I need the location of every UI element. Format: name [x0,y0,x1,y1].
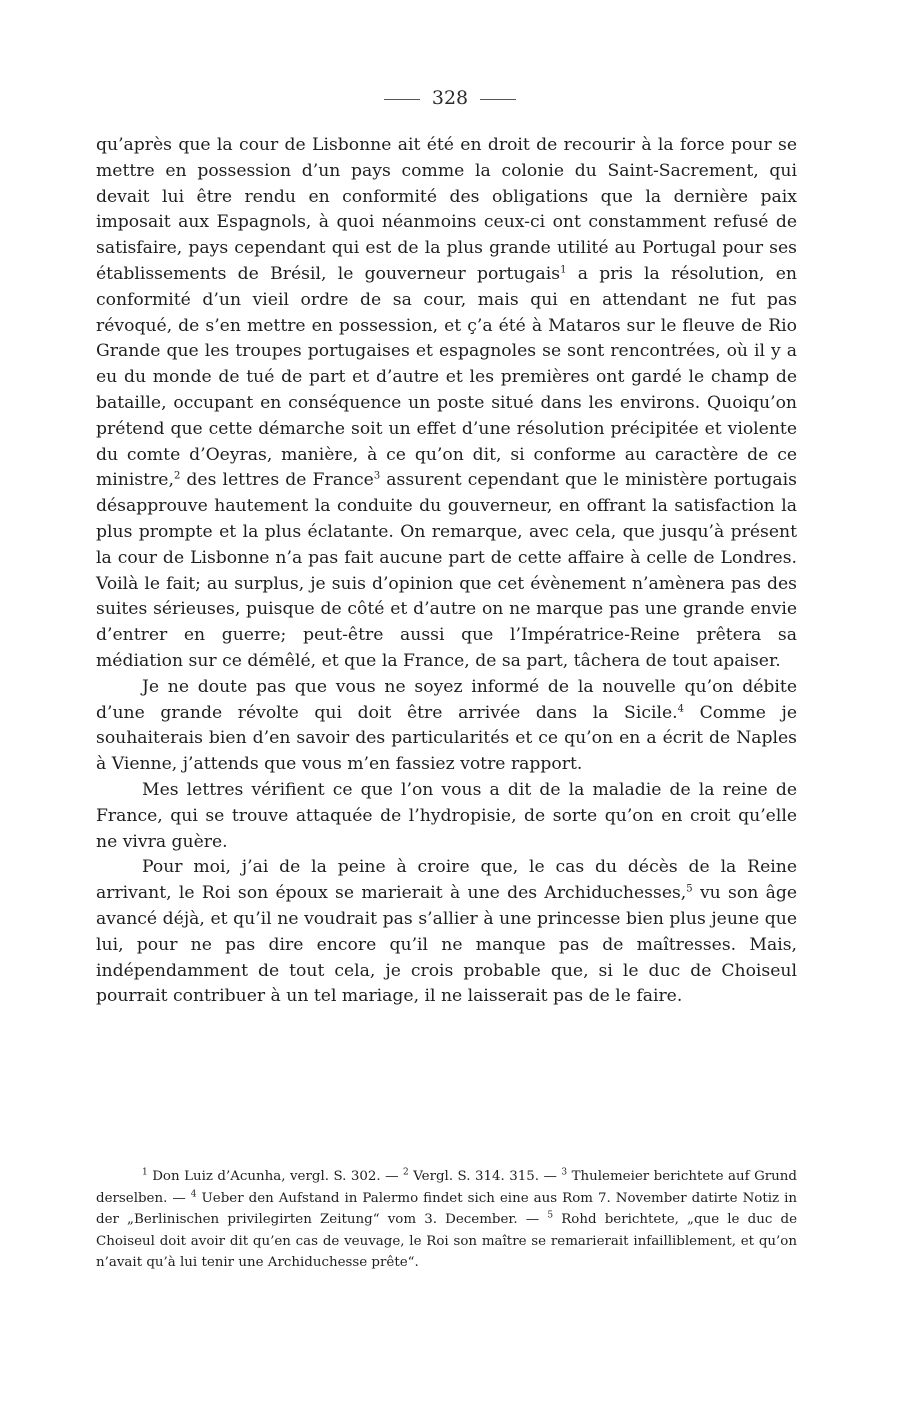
footnote-ref-3: 3 [373,470,381,482]
paragraph-text: assurent cependant que le ministère portugais désapprouve hautement la conduite du gouverneur, en offrant la satisfaction la plus prompte et la plus éclatante. On remarque, avec cela, que jusqu’à présent la cour de Lisbonne n’a pas fait aucune part de cette affaire à celle de Londres. Voilà le fait; au surplus, je suis d’opinion que cet évènement n’amènera pas des suites sérieuses, puisque de côté et d’autre on ne marque pas une grande envie d’entrer en guerre; peut-être aussi que l’Impératrice-Reine prêtera sa médiation sur ce démêlé, et que la France, de sa part, tâchera de tout apaiser. [96,470,797,671]
paragraph-text: des lettres de France [180,470,374,491]
footnote-text-5: Rohd berichtete, „que le duc de Choiseul doit avoir dit qu’en cas de veuvage, le Roi son maître se remarierait infailliblement, et qu’on n’avait qu’à lui tenir une Archiduchesse prête“. [96,1212,798,1270]
paragraph-text: Comme je souhaiterais bien d’en savoir des particularités et ce qu’on en a écrit de Naples à Vienne, j’attends que vous m’en fassiez votre rapport. [96,702,797,775]
footnote-marker-5: 5 [547,1210,554,1221]
paragraph-text: Je ne doute pas que vous ne soyez informé de la nouvelle qu’on débite d’une grande révolte qui doit être arrivée dans la Sicile. [96,676,797,723]
page-header [0,84,900,112]
footnote-marker-2: 2 [403,1167,409,1178]
paragraph-2 [96,675,797,778]
paragraph-1 [96,133,797,675]
footnote-ref-5: 5 [686,883,693,895]
footnote-marker-1: 1 [142,1167,148,1178]
paragraph-text: Pour moi, j’ai de la peine à croire que, le cas du décès de la Reine arrivant, le Roi son époux se marierait à une des Archiduchesses, [96,857,797,904]
paragraph-text: Mes lettres vérifient ce que l’on vous a dit de la maladie de la reine de France, qui se trouve attaquée de l’hydropisie, de sorte qu’on en croit qu’elle ne vivra guère. [96,779,797,852]
paragraph-text: vu son âge avancé déjà, et qu’il ne voudrait pas s’allier à une princesse bien plus jeune que lui, pour ne pas dire encore qu’il ne manque pas de maîtresses. Mais, indépendamment de tout cela, je crois probable que, si le duc de Choiseul pourrait contribuer à un tel mariage, il ne laisserait pas de le faire. [96,883,798,1007]
header-dash-right [480,99,516,100]
footnote-text-3: Thulemeier berichtete auf Grund derselben. — [96,1169,797,1206]
paragraph-text: qu’après que la cour de Lisbonne ait été en droit de recourir à la force pour se mettre en possession d’un pays comme la colonie du Saint-Sacrement, qui devait lui être rendu en conformité des obligations que la dernière paix imposait aux Espagnols, à quoi néanmoins ceux-ci ont constamment refusé de satisfaire, pays cependant qui est de la plus grande utilité au Portugal pour ses établissements de Brésil, le gouverneur portugais [96,135,797,284]
header-dash-left [384,99,420,100]
paragraph-4 [96,855,797,1010]
footnote-text-1: Don Luiz d’Acunha, vergl. S. 302. — [147,1169,403,1184]
footnote-ref-2: 2 [173,470,181,482]
paragraph-text: a pris la résolution, en conformité d’un vieil ordre de sa cour, mais qui en attendant ne fut pas révoqué, de s’en mettre en possession, et ç’a été à Mataros sur le fleuve de Rio Grande que les troupes portugaises et espagnoles se sont rencontrées, où il y a eu du monde de tué de part et d’autre et les premières ont gardé le champ de bataille, occupant en conséquence un poste situé dans les environs. Quoiqu’on prétend que cette démarche soit un effet d’une résolution précipitée et violente du comte d’Oeyras, manière, à ce qu’on dit, si conforme au caractère de ce ministre, [96,263,797,491]
footnote-text-2: Vergl. S. 314. 315. — [408,1169,562,1184]
footnote-text-4: Ueber den Aufstand in Palermo findet sich eine aus Rom 7. November datirte Notiz in der „Berlinischen privilegirten Zeitung“ vom 3. December. — [96,1190,797,1227]
footnote-ref-4: 4 [677,702,684,714]
footnote-ref-1: 1 [560,264,567,276]
body-text [96,133,797,1010]
page-number: 328 [431,87,469,109]
footnote-marker-4: 4 [190,1189,197,1200]
paragraph-3 [96,778,797,855]
footnotes [96,1166,797,1274]
footnote-marker-3: 3 [561,1167,568,1178]
